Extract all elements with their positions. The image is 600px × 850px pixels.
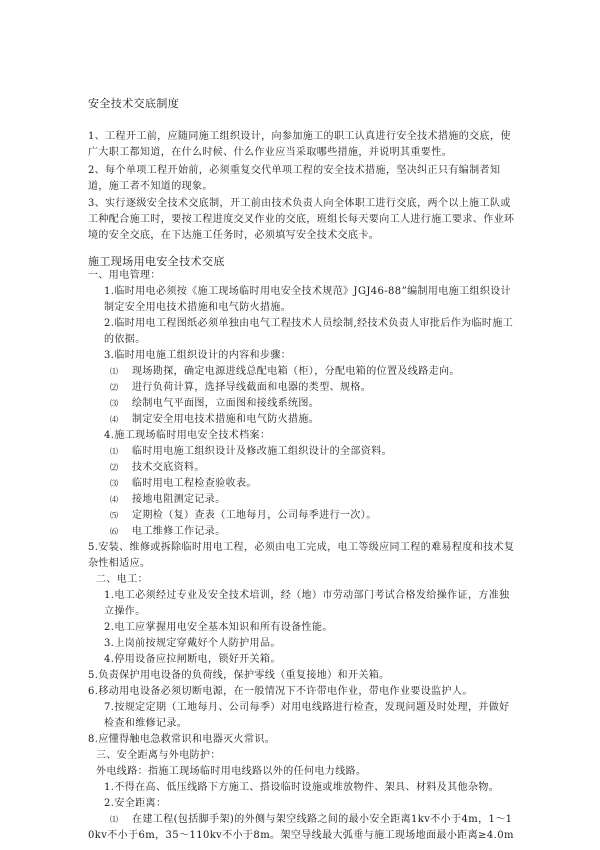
body-line [88,812,516,844]
line-text: 2.临时用电工程图纸必须单独由电气工程技术人员绘制,经技术负责人审批后作为临时施工的依据。 [104,318,514,345]
line-text: 三、安全距离与外电防护： [96,750,221,761]
line-text: 5.安装、维修或拆除临时用电工程，必须由电工完成，电工等级应同工程的难易程度和技术复杂性相适应。 [88,542,515,569]
line-text: 临时用电工程检查验收表。 [132,478,257,489]
list-number: ⑶ [110,399,119,408]
body-line [88,460,516,476]
paragraph-2: 2、每个单项工程开始前，必须重复交代单项工程的安全技术措施，坚决纠正只有编制者知道，施工者不知道的现象。 [88,165,501,192]
line-text: 1.电工必须经过专业及安全技术培训，经（地）市劳动部门考试合格发给操作证，方准独立操作。 [104,590,510,617]
line-text: 5.负责保护用电设备的负荷线，保护零线（重复接地）和开关箱。 [88,670,390,681]
line-text: 4.施工现场临时用电安全技术档案： [104,430,271,441]
line-text: 2.电工应掌握用电安全基本知识和所有设备性能。 [104,622,333,633]
body-line [88,700,516,732]
body-line [88,748,516,764]
body-line [88,348,516,364]
line-text: 一、用电管理： [88,270,161,281]
body-line [88,364,516,380]
body-line [88,444,516,460]
body-line [88,508,516,524]
paragraph-1: 1、工程开工前，应随同施工组织设计，向参加施工的职工认真进行安全技术措施的交底，使广大职工都知道，在什么时候、什么作业应当采取哪些措施，并说明其重要性。 [88,131,511,158]
list-number: ⑶ [110,479,119,488]
line-text: 绘制电气平面图，立面图和接线系统图。 [132,398,320,409]
line-text: 1.临时用电必须按《施工现场临时用电安全技术规范》JGJ46-88”编制用电施工组织设计制定安全用电技术措施和电气防火措施。 [104,286,512,313]
paragraph-3: 3、实行逐级安全技术交底制，开工前由技术负责人向全体职工进行交底，两个以上施工队或工种配合施工时，要按工程进度交叉作业的交底，班组长每天要向工人进行施工要求、作业环境的安全交底，在下达施工任务时，必须填写安全技术交底卡。 [88,198,515,241]
list-number: ⑷ [110,415,119,424]
line-text: 现场勘探，确定电源进线总配电箱（柜），分配电箱的位置及线路走向。 [132,366,460,377]
body-line [88,492,516,508]
line-text: 1.不得在高、低压线路下方施工、搭设临时设施或堆放物件、架具、材料及其他杂物。 [104,782,500,793]
body-line [88,684,516,700]
body-line [88,732,516,748]
line-text: 4.停用设备应拉闸断电，锁好开关箱。 [104,654,281,665]
list-number: ⑷ [110,495,119,504]
body-line [88,780,516,796]
body-line [88,396,516,412]
body-line [88,572,516,588]
list-number: ⑵ [110,383,119,392]
line-text: 技术交底资料。 [132,462,205,473]
line-text: 进行负荷计算，选择导线截面和电器的类型、规格。 [132,382,372,393]
line-text: 临时用电施工组织设计及修改施工组织设计的全部资料。 [132,446,392,457]
body-line [88,412,516,428]
line-text: 7.按规定定期（工地每月、公司每季）对用电线路进行检查，发现问题及时处理，并做好检查和维修记录。 [104,702,510,729]
line-text: 2.安全距离： [104,798,167,809]
body-line [88,284,516,316]
body-line [88,428,516,444]
section-title: 施工现场用电安全技术交底 [88,255,225,268]
body-line [88,620,516,636]
body-line [88,668,516,684]
line-text: 外电线路：指施工现场临时用电线路以外的任何电力线路。 [96,766,367,777]
line-text: 接地电阻测定记录。 [132,494,226,505]
body-line [88,652,516,668]
doc-title: 安全技术交底制度 [88,97,180,110]
line-text: 电工维修工作记录。 [132,526,226,537]
body-line [88,636,516,652]
list-number: ⑴ [110,367,119,376]
body-line [88,476,516,492]
line-text: 在建工程(包括脚手架)的外侧与架空线路之间的最小安全距离1kv不小于4m，1～10kv不小于6m，35～110kv不小于8m。架空导线最大弧垂与施工现场地面最小距离≥4.0m [88,814,514,841]
list-number: ⑴ [110,815,119,824]
line-text: 6.移动用电设备必须切断电源，在一般情况下不许带电作业，带电作业要设监护人。 [88,686,473,697]
body-line [88,540,516,572]
list-number: ⑴ [110,447,119,456]
body-line [88,764,516,780]
line-text: 3.上岗前按规定穿戴好个人防护用品。 [104,638,281,649]
line-text: 定期检（复）查表（工地每月，公司每季进行一次）。 [132,510,377,521]
body-line [88,588,516,620]
body-line [88,796,516,812]
body-line [88,524,516,540]
line-text: 二、电工： [96,574,148,585]
list-number: ⑹ [110,527,119,536]
line-text: 制定安全用电技术措施和电气防火措施。 [132,414,320,425]
section-body [88,268,516,844]
body-line [88,380,516,396]
line-text: 8.应懂得触电急救常识和电器灭火常识。 [88,734,276,745]
body-line [88,268,516,284]
list-number: ⑸ [110,511,119,520]
line-text: 3.临时用电施工组织设计的内容和步骤： [104,350,292,361]
list-number: ⑵ [110,463,119,472]
body-line [88,316,516,348]
